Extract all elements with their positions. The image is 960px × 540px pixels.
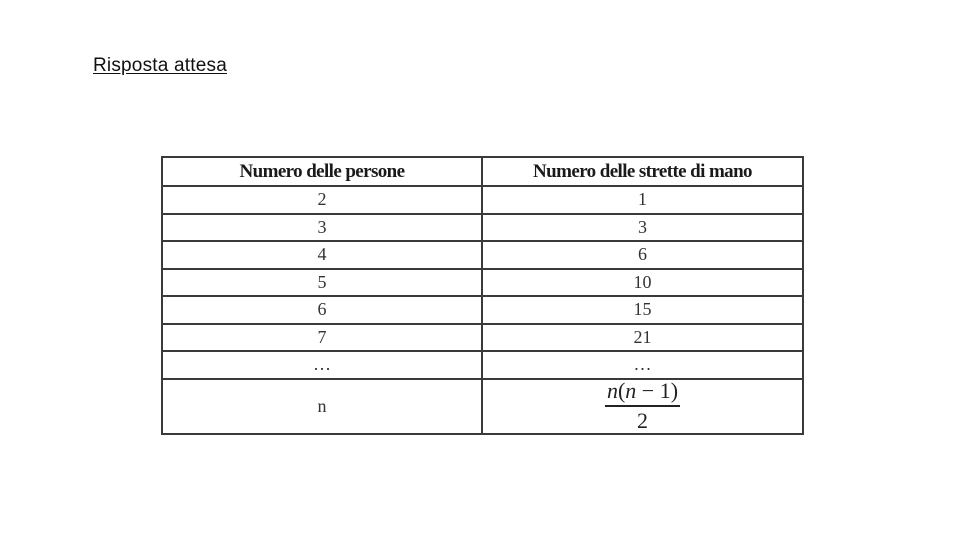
table-row — [162, 296, 803, 324]
cell-handshakes: 1 — [482, 186, 803, 214]
table-row — [162, 214, 803, 242]
cell-persons: 5 — [162, 269, 482, 297]
table-row — [162, 324, 803, 352]
formula-paren: ( — [617, 378, 626, 403]
handshake-formula — [605, 380, 680, 432]
cell-persons-n: n — [162, 379, 482, 434]
header-handshakes: Numero delle strette di mano — [482, 157, 803, 186]
cell-handshakes: 6 — [482, 241, 803, 269]
formula-var-n: n — [625, 378, 637, 403]
cell-persons: … — [162, 351, 482, 379]
slide-heading: Risposta attesa — [93, 55, 227, 76]
table-row — [162, 269, 803, 297]
table-header-row — [162, 157, 803, 186]
cell-handshakes: 21 — [482, 324, 803, 352]
cell-persons: 7 — [162, 324, 482, 352]
handshake-table — [161, 156, 804, 435]
cell-handshakes: … — [482, 351, 803, 379]
cell-handshakes: 10 — [482, 269, 803, 297]
cell-persons: 3 — [162, 214, 482, 242]
table-row — [162, 241, 803, 269]
formula-numerator — [605, 380, 680, 407]
header-persons: Numero delle persone — [162, 157, 482, 186]
table-row — [162, 351, 803, 379]
formula-var-n: n — [606, 378, 618, 403]
formula-denominator: 2 — [637, 408, 648, 433]
cell-handshakes: 3 — [482, 214, 803, 242]
table-row — [162, 186, 803, 214]
cell-formula — [482, 379, 803, 434]
cell-persons: 4 — [162, 241, 482, 269]
formula-minus-one: − 1) — [636, 378, 679, 403]
cell-persons: 6 — [162, 296, 482, 324]
cell-persons: 2 — [162, 186, 482, 214]
cell-handshakes: 15 — [482, 296, 803, 324]
table-row-formula — [162, 379, 803, 434]
